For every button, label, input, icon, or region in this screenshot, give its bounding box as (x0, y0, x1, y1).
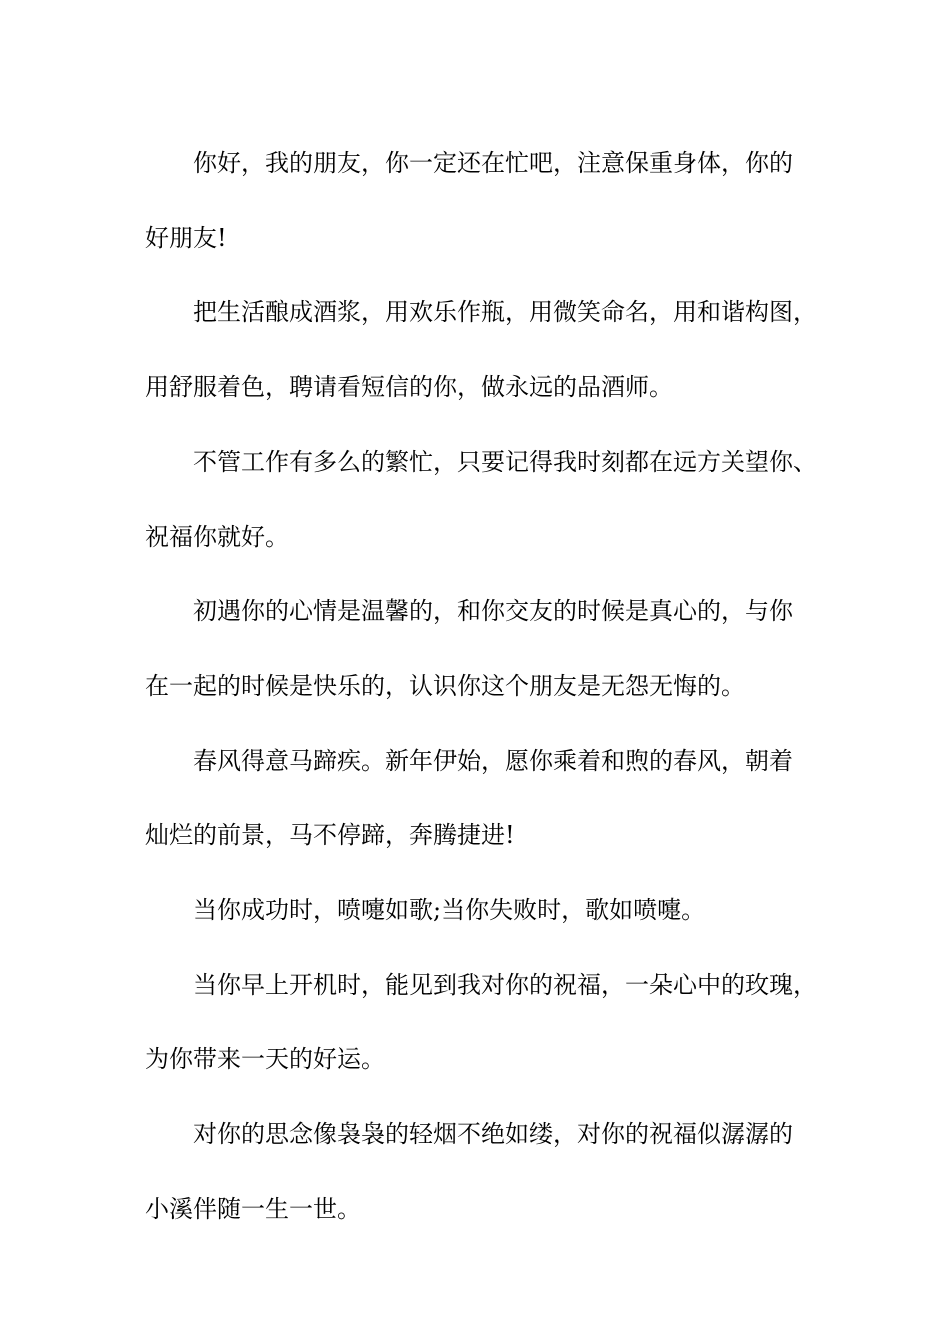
paragraph-line: 当你早上开机时，能见到我对你的祝福，一朵心中的玫瑰， (193, 970, 817, 999)
paragraph-7 (145, 948, 825, 1097)
paragraph-line: 初遇你的心情是温馨的，和你交友的时候是真心的，与你 (193, 597, 793, 626)
paragraph-5 (145, 724, 825, 873)
paragraph-line: 你好，我的朋友，你一定还在忙吧，注意保重身体，你的 (193, 149, 793, 177)
paragraph-line: 小溪伴随一生一世。 (145, 1194, 361, 1223)
paragraph-line: 灿烂的前景，马不停蹄，奔腾捷进! (145, 821, 515, 850)
paragraph-line: 春风得意马蹄疾。新年伊始，愿你乘着和煦的春风，朝着 (193, 746, 793, 775)
paragraph-1 (145, 126, 825, 275)
paragraph-8 (145, 1097, 825, 1246)
paragraph-4 (145, 574, 825, 723)
paragraph-line: 祝福你就好。 (145, 522, 289, 551)
paragraph-line: 在一起的时候是快乐的，认识你这个朋友是无怨无悔的。 (145, 671, 745, 700)
paragraph-line: 对你的思念像袅袅的轻烟不绝如缕，对你的祝福似潺潺的 (193, 1120, 793, 1149)
paragraph-line: 把生活酿成酒浆，用欢乐作瓶，用微笑命名，用和谐构图， (193, 298, 817, 327)
paragraph-line: 用舒服着色，聘请看短信的你，做永远的品酒师。 (145, 373, 673, 402)
paragraph-line: 为你带来一天的好运。 (145, 1045, 385, 1074)
paragraph-3 (145, 425, 825, 574)
paragraph-line: 好朋友! (145, 223, 227, 252)
paragraph-2 (145, 275, 825, 424)
paragraph-line: 当你成功时，喷嚏如歌;当你失败时，歌如喷嚏。 (193, 896, 706, 925)
document-body (145, 126, 825, 1247)
paragraph-line: 不管工作有多么的繁忙，只要记得我时刻都在远方关望你、 (193, 447, 817, 476)
paragraph-6 (145, 873, 825, 948)
